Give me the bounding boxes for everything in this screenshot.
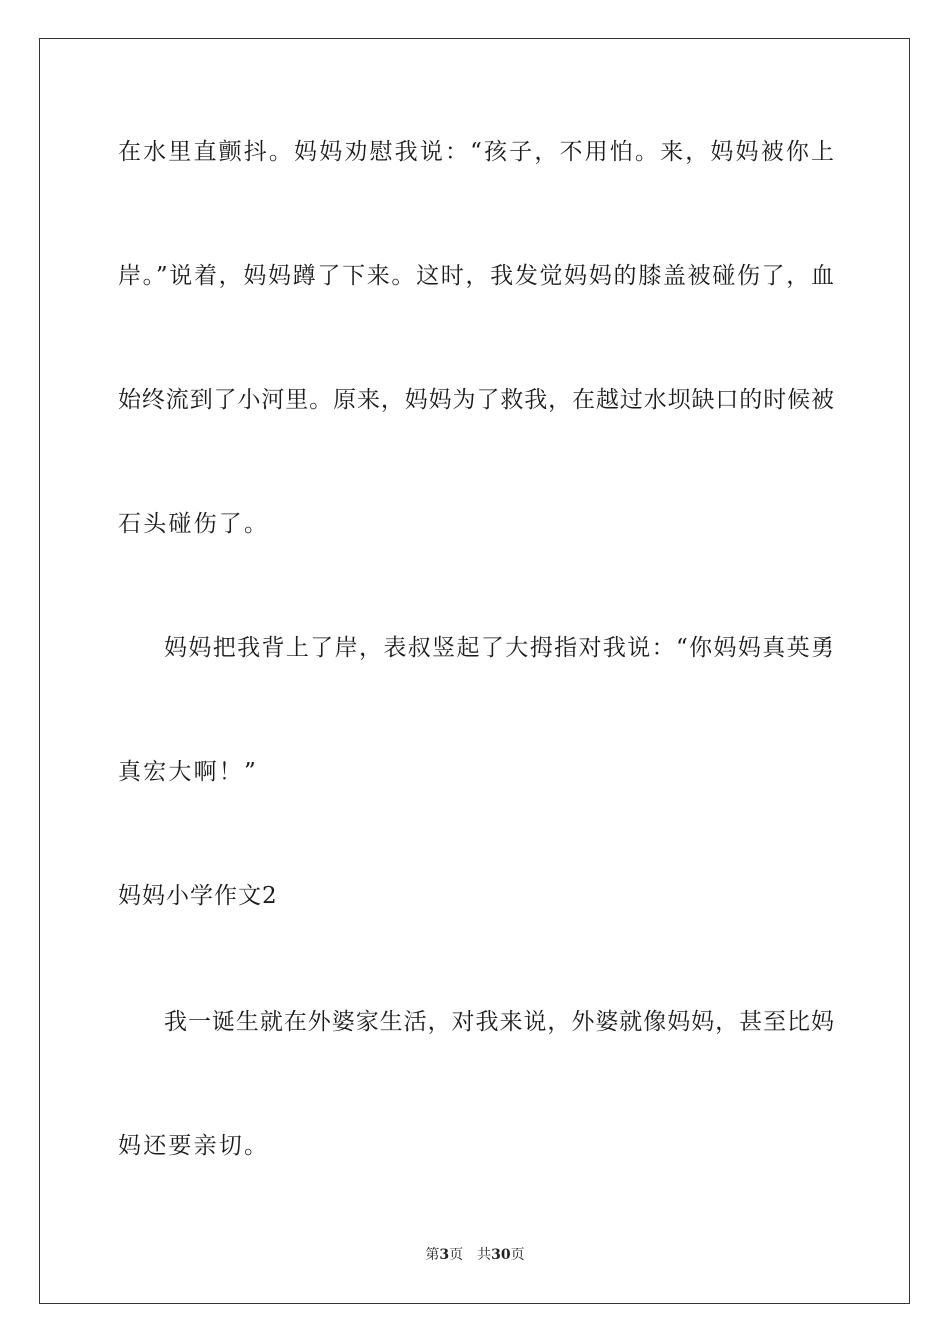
body-line-7: 我一诞生就在外婆家生活，对我来说，外婆就像妈妈，甚至比妈 <box>164 1009 834 1035</box>
body-line-6: 真宏大啊！” <box>118 759 258 785</box>
body-line-2: 岸。”说着，妈妈蹲了下来。这时，我发觉妈妈的膝盖被碰伤了，血 <box>118 263 834 289</box>
page-number: 3 <box>439 1247 450 1263</box>
page-border <box>39 38 910 1304</box>
total-pages: 30 <box>491 1247 511 1263</box>
body-line-1: 在水里直颤抖。妈妈劝慰我说：“孩子，不用怕。来，妈妈被你上 <box>118 139 834 165</box>
total-suffix: 页 <box>510 1247 525 1263</box>
body-line-3: 始终流到了小河里。原来，妈妈为了救我，在越过水坝缺口的时候被 <box>118 387 834 413</box>
section-heading: 妈妈小学作文2 <box>118 883 278 909</box>
page-footer <box>0 1246 950 1264</box>
body-line-8: 妈还要亲切。 <box>118 1133 270 1159</box>
page-prefix: 第 <box>425 1247 440 1263</box>
total-prefix: 共 <box>477 1247 492 1263</box>
page-suffix: 页 <box>449 1247 464 1263</box>
body-line-4: 石头碰伤了。 <box>118 511 270 537</box>
body-line-5: 妈妈把我背上了岸，表叔竖起了大拇指对我说：“你妈妈真英勇 <box>164 635 834 661</box>
